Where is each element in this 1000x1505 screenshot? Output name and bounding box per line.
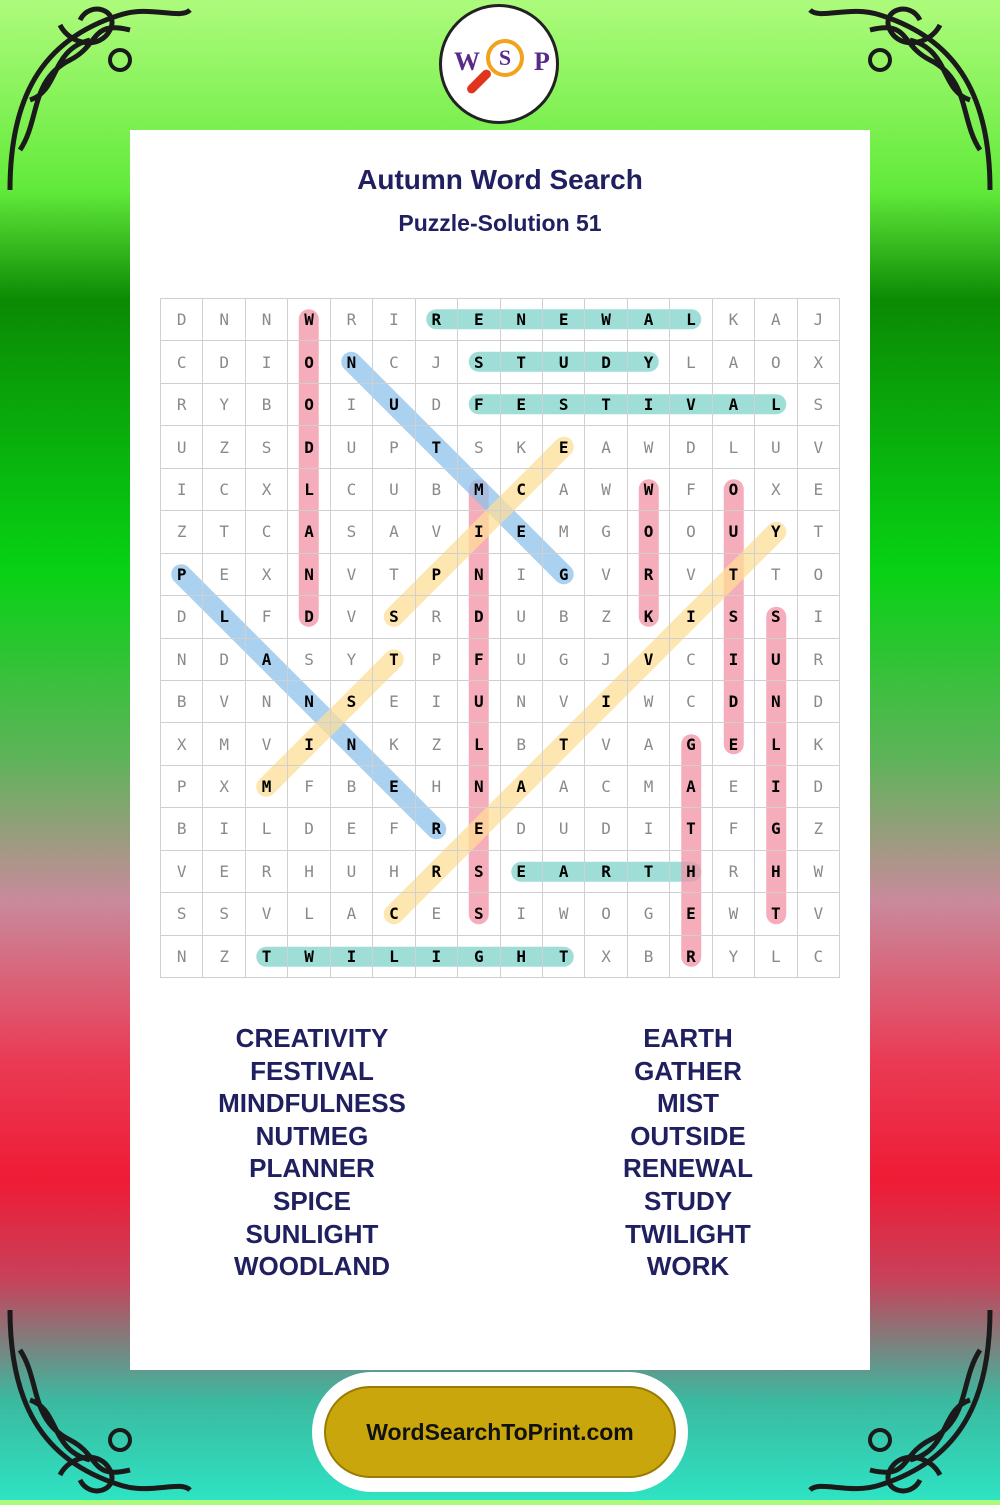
grid-cell[interactable]: O	[713, 469, 755, 511]
grid-cell[interactable]: G	[585, 511, 627, 553]
grid-cell[interactable]: E	[203, 851, 245, 893]
grid-cell[interactable]: Y	[203, 384, 245, 426]
grid-cell[interactable]: V	[246, 723, 288, 765]
grid-cell[interactable]: A	[331, 893, 373, 935]
grid-cell[interactable]: D	[203, 341, 245, 383]
grid-cell[interactable]: D	[288, 596, 330, 638]
grid-cell[interactable]: I	[585, 681, 627, 723]
grid-cell[interactable]: T	[628, 851, 670, 893]
grid-cell[interactable]: T	[373, 554, 415, 596]
grid-cell[interactable]: T	[203, 511, 245, 553]
grid-cell[interactable]: F	[373, 808, 415, 850]
grid-cell[interactable]: F	[713, 808, 755, 850]
grid-cell[interactable]: S	[798, 384, 840, 426]
grid-cell[interactable]: S	[755, 596, 797, 638]
grid-cell[interactable]: E	[501, 511, 543, 553]
puzzle-subtitle: Puzzle-Solution 51	[398, 210, 602, 236]
grid-cell[interactable]: L	[203, 596, 245, 638]
grid-cell[interactable]: S	[543, 384, 585, 426]
grid-cell[interactable]: I	[713, 639, 755, 681]
grid-cell[interactable]: N	[331, 723, 373, 765]
grid-cell[interactable]: M	[628, 766, 670, 808]
grid-cell[interactable]: P	[373, 426, 415, 468]
grid-cell[interactable]: T	[543, 936, 585, 978]
grid-cell[interactable]: G	[543, 639, 585, 681]
word-list-item: SPICE	[272, 1185, 352, 1216]
word-list-item: PLANNER	[249, 1153, 375, 1184]
grid-cell[interactable]: O	[585, 893, 627, 935]
grid-cell[interactable]: W	[585, 299, 627, 341]
grid-cell[interactable]: A	[670, 766, 712, 808]
grid-cell[interactable]: E	[713, 766, 755, 808]
grid-cell[interactable]: B	[543, 596, 585, 638]
grid-cell[interactable]: I	[246, 341, 288, 383]
grid-cell[interactable]: N	[246, 681, 288, 723]
grid-cell[interactable]: B	[628, 936, 670, 978]
grid-cell[interactable]: T	[543, 723, 585, 765]
grid-cell[interactable]: R	[416, 299, 458, 341]
grid-cell[interactable]: U	[373, 384, 415, 426]
grid-cell[interactable]: S	[373, 596, 415, 638]
grid-cell[interactable]: Z	[161, 511, 203, 553]
grid-cell[interactable]: L	[670, 341, 712, 383]
grid-cell[interactable]: Z	[585, 596, 627, 638]
grid-cell[interactable]: N	[246, 299, 288, 341]
grid-cell[interactable]: C	[161, 341, 203, 383]
grid-cell[interactable]: Z	[416, 723, 458, 765]
grid-cell[interactable]: C	[203, 469, 245, 511]
grid-cell[interactable]: G	[628, 893, 670, 935]
grid-cell[interactable]: D	[501, 808, 543, 850]
grid-cell[interactable]: P	[416, 554, 458, 596]
grid-cell[interactable]: R	[585, 851, 627, 893]
grid-cell[interactable]: X	[203, 766, 245, 808]
grid-cell[interactable]: E	[713, 723, 755, 765]
grid-cell[interactable]: S	[246, 426, 288, 468]
grid-cell[interactable]: A	[543, 469, 585, 511]
grid-cell[interactable]: C	[373, 341, 415, 383]
grid-cell[interactable]: L	[755, 936, 797, 978]
grid-cell[interactable]: X	[246, 469, 288, 511]
grid-cell[interactable]: N	[331, 341, 373, 383]
grid-cell[interactable]: I	[288, 723, 330, 765]
grid-cell[interactable]: I	[670, 596, 712, 638]
grid-cell[interactable]: D	[161, 596, 203, 638]
grid-cell[interactable]: A	[628, 299, 670, 341]
grid-cell[interactable]: C	[670, 639, 712, 681]
grid-cell[interactable]: I	[501, 554, 543, 596]
grid-cell[interactable]: U	[543, 341, 585, 383]
word-list-item: GATHER	[634, 1055, 742, 1086]
grid-cell[interactable]: V	[331, 554, 373, 596]
logo-letter-s: S	[498, 45, 512, 70]
grid-cell[interactable]: E	[543, 299, 585, 341]
word-list-item: OUTSIDE	[630, 1120, 746, 1151]
grid-cell[interactable]: K	[628, 596, 670, 638]
grid-cell[interactable]: B	[416, 469, 458, 511]
grid-cell[interactable]: V	[798, 426, 840, 468]
puzzle-title: Autumn Word Search	[357, 164, 643, 195]
grid-cell[interactable]: U	[501, 596, 543, 638]
grid-cell[interactable]: W	[543, 893, 585, 935]
grid-cell[interactable]: R	[628, 554, 670, 596]
grid-cell[interactable]: J	[416, 341, 458, 383]
grid-cell[interactable]: H	[288, 851, 330, 893]
grid-cell[interactable]: T	[798, 511, 840, 553]
word-list-item: WOODLAND	[234, 1251, 390, 1282]
grid-cell[interactable]: R	[416, 596, 458, 638]
logo-letter-w: W	[454, 47, 480, 76]
grid-cell[interactable]: E	[501, 851, 543, 893]
grid-cell[interactable]: X	[755, 469, 797, 511]
word-list-left	[122, 1022, 502, 1283]
grid-cell[interactable]: E	[543, 426, 585, 468]
grid-cell[interactable]: D	[585, 808, 627, 850]
grid-cell[interactable]: A	[755, 299, 797, 341]
grid-cell[interactable]: C	[373, 893, 415, 935]
grid-cell[interactable]: D	[288, 426, 330, 468]
grid-cell[interactable]: I	[203, 808, 245, 850]
grid-cell[interactable]: K	[501, 426, 543, 468]
grid-cell[interactable]: H	[670, 851, 712, 893]
grid-cell[interactable]: H	[755, 851, 797, 893]
grid-cell[interactable]: N	[288, 554, 330, 596]
grid-cell[interactable]: F	[458, 384, 500, 426]
grid-cell[interactable]: N	[161, 936, 203, 978]
grid-cell[interactable]: G	[458, 936, 500, 978]
grid-cell[interactable]: R	[670, 936, 712, 978]
grid-cell[interactable]: V	[331, 596, 373, 638]
grid-cell[interactable]: W	[798, 851, 840, 893]
grid-cell[interactable]: Z	[203, 426, 245, 468]
grid-cell[interactable]: F	[458, 639, 500, 681]
grid-cell[interactable]: A	[543, 851, 585, 893]
grid-cell[interactable]: L	[458, 723, 500, 765]
word-list-item: MIST	[656, 1088, 720, 1119]
grid-cell[interactable]: R	[331, 299, 373, 341]
grid-cell[interactable]: L	[373, 936, 415, 978]
website-link-button[interactable]: WordSearchToPrint.com	[324, 1386, 676, 1478]
word-list-item: STUDY	[643, 1185, 733, 1216]
grid-cell[interactable]: S	[288, 639, 330, 681]
grid-cell[interactable]: S	[713, 596, 755, 638]
grid-cell[interactable]: U	[373, 469, 415, 511]
grid-cell[interactable]: V	[670, 384, 712, 426]
logo-letter-p: P	[534, 47, 550, 76]
grid-cell[interactable]: M	[246, 766, 288, 808]
grid-cell[interactable]: H	[501, 936, 543, 978]
grid-cell[interactable]: C	[798, 936, 840, 978]
grid-cell[interactable]: U	[543, 808, 585, 850]
grid-cell[interactable]: U	[713, 511, 755, 553]
grid-cell[interactable]: G	[543, 554, 585, 596]
word-list-item: MINDFULNESS	[218, 1088, 406, 1119]
grid-cell[interactable]: E	[416, 893, 458, 935]
grid-cell[interactable]: S	[203, 893, 245, 935]
grid-cell[interactable]: P	[416, 639, 458, 681]
grid-cell[interactable]: D	[798, 766, 840, 808]
grid-cell[interactable]: N	[458, 554, 500, 596]
grid-cell[interactable]: B	[161, 808, 203, 850]
grid-cell[interactable]: V	[543, 681, 585, 723]
grid-cell[interactable]: V	[628, 639, 670, 681]
magnifier-icon	[486, 39, 524, 77]
grid-cell[interactable]: U	[331, 426, 373, 468]
grid-cell[interactable]: I	[161, 469, 203, 511]
grid-cell[interactable]: S	[331, 511, 373, 553]
grid-cell[interactable]: X	[246, 554, 288, 596]
grid-cell[interactable]: T	[373, 639, 415, 681]
grid-cell[interactable]: S	[161, 893, 203, 935]
grid-cell[interactable]: O	[288, 341, 330, 383]
grid-cell[interactable]: H	[373, 851, 415, 893]
letter-grid	[160, 298, 840, 978]
grid-cell[interactable]: Z	[798, 808, 840, 850]
grid-cell[interactable]: A	[713, 341, 755, 383]
grid-cell[interactable]: O	[755, 341, 797, 383]
grid-cell[interactable]: W	[288, 299, 330, 341]
grid-cell[interactable]: P	[161, 554, 203, 596]
grid-cell[interactable]: K	[798, 723, 840, 765]
grid-cell[interactable]: V	[246, 893, 288, 935]
word-list-item: WORK	[646, 1251, 730, 1282]
grid-cell[interactable]: V	[670, 554, 712, 596]
grid-cell[interactable]: Y	[713, 936, 755, 978]
grid-cell[interactable]: S	[458, 426, 500, 468]
grid-cell[interactable]: D	[585, 341, 627, 383]
grid-cell[interactable]: D	[670, 426, 712, 468]
grid-cell[interactable]: E	[501, 384, 543, 426]
grid-cell[interactable]: T	[585, 384, 627, 426]
grid-cell[interactable]: T	[713, 554, 755, 596]
grid-cell[interactable]: S	[458, 851, 500, 893]
grid-cell[interactable]: M	[458, 469, 500, 511]
grid-cell[interactable]: W	[628, 426, 670, 468]
grid-cell[interactable]: A	[501, 766, 543, 808]
grid-cell[interactable]: S	[331, 681, 373, 723]
grid-cell[interactable]: T	[416, 426, 458, 468]
grid-cell[interactable]: O	[288, 384, 330, 426]
grid-cell[interactable]: D	[458, 596, 500, 638]
grid-cell[interactable]: R	[798, 639, 840, 681]
grid-cell[interactable]: F	[670, 469, 712, 511]
grid-cell[interactable]: C	[331, 469, 373, 511]
grid-cell[interactable]: A	[288, 511, 330, 553]
grid-cell[interactable]: N	[288, 681, 330, 723]
grid-cell[interactable]: E	[458, 808, 500, 850]
grid-cell[interactable]: V	[203, 681, 245, 723]
grid-cell[interactable]: I	[798, 596, 840, 638]
grid-cell[interactable]: B	[501, 723, 543, 765]
grid-cell[interactable]: I	[416, 681, 458, 723]
grid-cell[interactable]: S	[458, 341, 500, 383]
grid-cell[interactable]: D	[798, 681, 840, 723]
grid-cell[interactable]: J	[585, 639, 627, 681]
grid-cell[interactable]: L	[755, 723, 797, 765]
grid-cell[interactable]: I	[628, 384, 670, 426]
grid-cell[interactable]: T	[501, 341, 543, 383]
word-list-item: EARTH	[643, 1023, 733, 1053]
grid-cell[interactable]: A	[373, 511, 415, 553]
grid-cell[interactable]: V	[416, 511, 458, 553]
word-list-item: CREATIVITY	[235, 1023, 389, 1053]
grid-cell[interactable]: R	[161, 384, 203, 426]
grid-cell[interactable]: T	[670, 808, 712, 850]
grid-cell[interactable]: R	[713, 851, 755, 893]
grid-cell[interactable]: D	[416, 384, 458, 426]
grid-cell[interactable]: W	[585, 469, 627, 511]
grid-cell[interactable]: B	[161, 681, 203, 723]
word-list-item: FESTIVAL	[250, 1055, 374, 1086]
grid-cell[interactable]: N	[161, 639, 203, 681]
grid-cell[interactable]: L	[288, 469, 330, 511]
grid-cell[interactable]: U	[755, 639, 797, 681]
grid-cell[interactable]: A	[585, 426, 627, 468]
grid-cell[interactable]: C	[585, 766, 627, 808]
grid-cell[interactable]: N	[203, 299, 245, 341]
grid-cell[interactable]: O	[670, 511, 712, 553]
grid-cell[interactable]: N	[458, 766, 500, 808]
grid-cell[interactable]: F	[288, 766, 330, 808]
grid-cell[interactable]: C	[501, 469, 543, 511]
grid-cell[interactable]: L	[755, 384, 797, 426]
grid-cell[interactable]: L	[246, 808, 288, 850]
grid-cell[interactable]: C	[670, 681, 712, 723]
grid-cell[interactable]: Z	[203, 936, 245, 978]
grid-cell[interactable]: T	[246, 936, 288, 978]
grid-cell[interactable]: S	[458, 893, 500, 935]
grid-cell[interactable]: I	[458, 511, 500, 553]
grid-cell[interactable]: Y	[331, 639, 373, 681]
grid-cell[interactable]: E	[798, 469, 840, 511]
grid-cell[interactable]: D	[203, 639, 245, 681]
word-list-item: RENEWAL	[623, 1153, 753, 1184]
grid-cell[interactable]: E	[203, 554, 245, 596]
grid-cell[interactable]: Y	[755, 511, 797, 553]
grid-cell[interactable]: U	[331, 851, 373, 893]
grid-cell[interactable]: E	[373, 766, 415, 808]
word-list-item: NUTMEG	[255, 1120, 369, 1151]
grid-cell[interactable]: A	[543, 766, 585, 808]
grid-cell[interactable]: O	[798, 554, 840, 596]
grid-cell[interactable]: A	[246, 639, 288, 681]
grid-cell[interactable]: U	[458, 681, 500, 723]
site-logo[interactable]	[439, 4, 559, 124]
grid-cell[interactable]: I	[501, 893, 543, 935]
grid-cell[interactable]: N	[501, 299, 543, 341]
grid-cell[interactable]: V	[585, 554, 627, 596]
grid-cell[interactable]: V	[798, 893, 840, 935]
grid-cell[interactable]: V	[161, 851, 203, 893]
grid-cell[interactable]: K	[713, 299, 755, 341]
grid-cell[interactable]: M	[543, 511, 585, 553]
grid-cell[interactable]: Y	[628, 341, 670, 383]
grid-cell[interactable]: W	[713, 893, 755, 935]
grid-cell[interactable]: A	[713, 384, 755, 426]
grid-cell[interactable]: I	[755, 766, 797, 808]
grid-cell[interactable]: X	[798, 341, 840, 383]
grid-cell[interactable]: P	[161, 766, 203, 808]
grid-cell[interactable]: W	[628, 681, 670, 723]
word-list-item: TWILIGHT	[625, 1218, 751, 1249]
word-list-right	[498, 1022, 878, 1283]
grid-cell[interactable]: I	[331, 936, 373, 978]
grid-cell[interactable]: H	[416, 766, 458, 808]
grid-cell[interactable]: R	[416, 851, 458, 893]
grid-cell[interactable]: V	[585, 723, 627, 765]
grid-cell[interactable]: N	[755, 681, 797, 723]
grid-cell[interactable]: F	[246, 596, 288, 638]
grid-cell[interactable]: T	[755, 554, 797, 596]
grid-cell[interactable]: J	[798, 299, 840, 341]
grid-cell[interactable]: D	[161, 299, 203, 341]
grid-cell[interactable]: C	[246, 511, 288, 553]
grid-cell[interactable]: G	[755, 808, 797, 850]
grid-cell[interactable]: E	[458, 299, 500, 341]
grid-cell[interactable]: L	[288, 893, 330, 935]
grid-cell[interactable]: I	[628, 808, 670, 850]
grid-cell[interactable]: E	[331, 808, 373, 850]
grid-cell[interactable]: X	[161, 723, 203, 765]
grid-cell[interactable]: U	[501, 639, 543, 681]
grid-cell[interactable]: E	[670, 893, 712, 935]
grid-cell[interactable]: D	[713, 681, 755, 723]
grid-cell[interactable]: M	[203, 723, 245, 765]
grid-cell[interactable]: O	[628, 511, 670, 553]
grid-cell[interactable]: K	[373, 723, 415, 765]
grid-cell[interactable]: U	[161, 426, 203, 468]
grid-cell[interactable]: R	[416, 808, 458, 850]
grid-cell[interactable]: B	[331, 766, 373, 808]
grid-cell[interactable]: D	[288, 808, 330, 850]
grid-cell[interactable]: W	[288, 936, 330, 978]
grid-cell[interactable]: E	[373, 681, 415, 723]
grid-cell[interactable]: B	[246, 384, 288, 426]
grid-cell[interactable]: N	[501, 681, 543, 723]
word-list-item: SUNLIGHT	[245, 1218, 379, 1249]
grid-cell[interactable]: T	[755, 893, 797, 935]
grid-cell[interactable]: I	[331, 384, 373, 426]
grid-cell[interactable]: A	[628, 723, 670, 765]
grid-cell[interactable]: I	[416, 936, 458, 978]
grid-cell[interactable]: U	[755, 426, 797, 468]
grid-cell[interactable]: X	[585, 936, 627, 978]
grid-cell[interactable]: W	[628, 469, 670, 511]
grid-cell[interactable]: I	[373, 299, 415, 341]
grid-cell[interactable]: G	[670, 723, 712, 765]
grid-cell[interactable]: L	[670, 299, 712, 341]
grid-cell[interactable]: R	[246, 851, 288, 893]
grid-cell[interactable]: L	[713, 426, 755, 468]
